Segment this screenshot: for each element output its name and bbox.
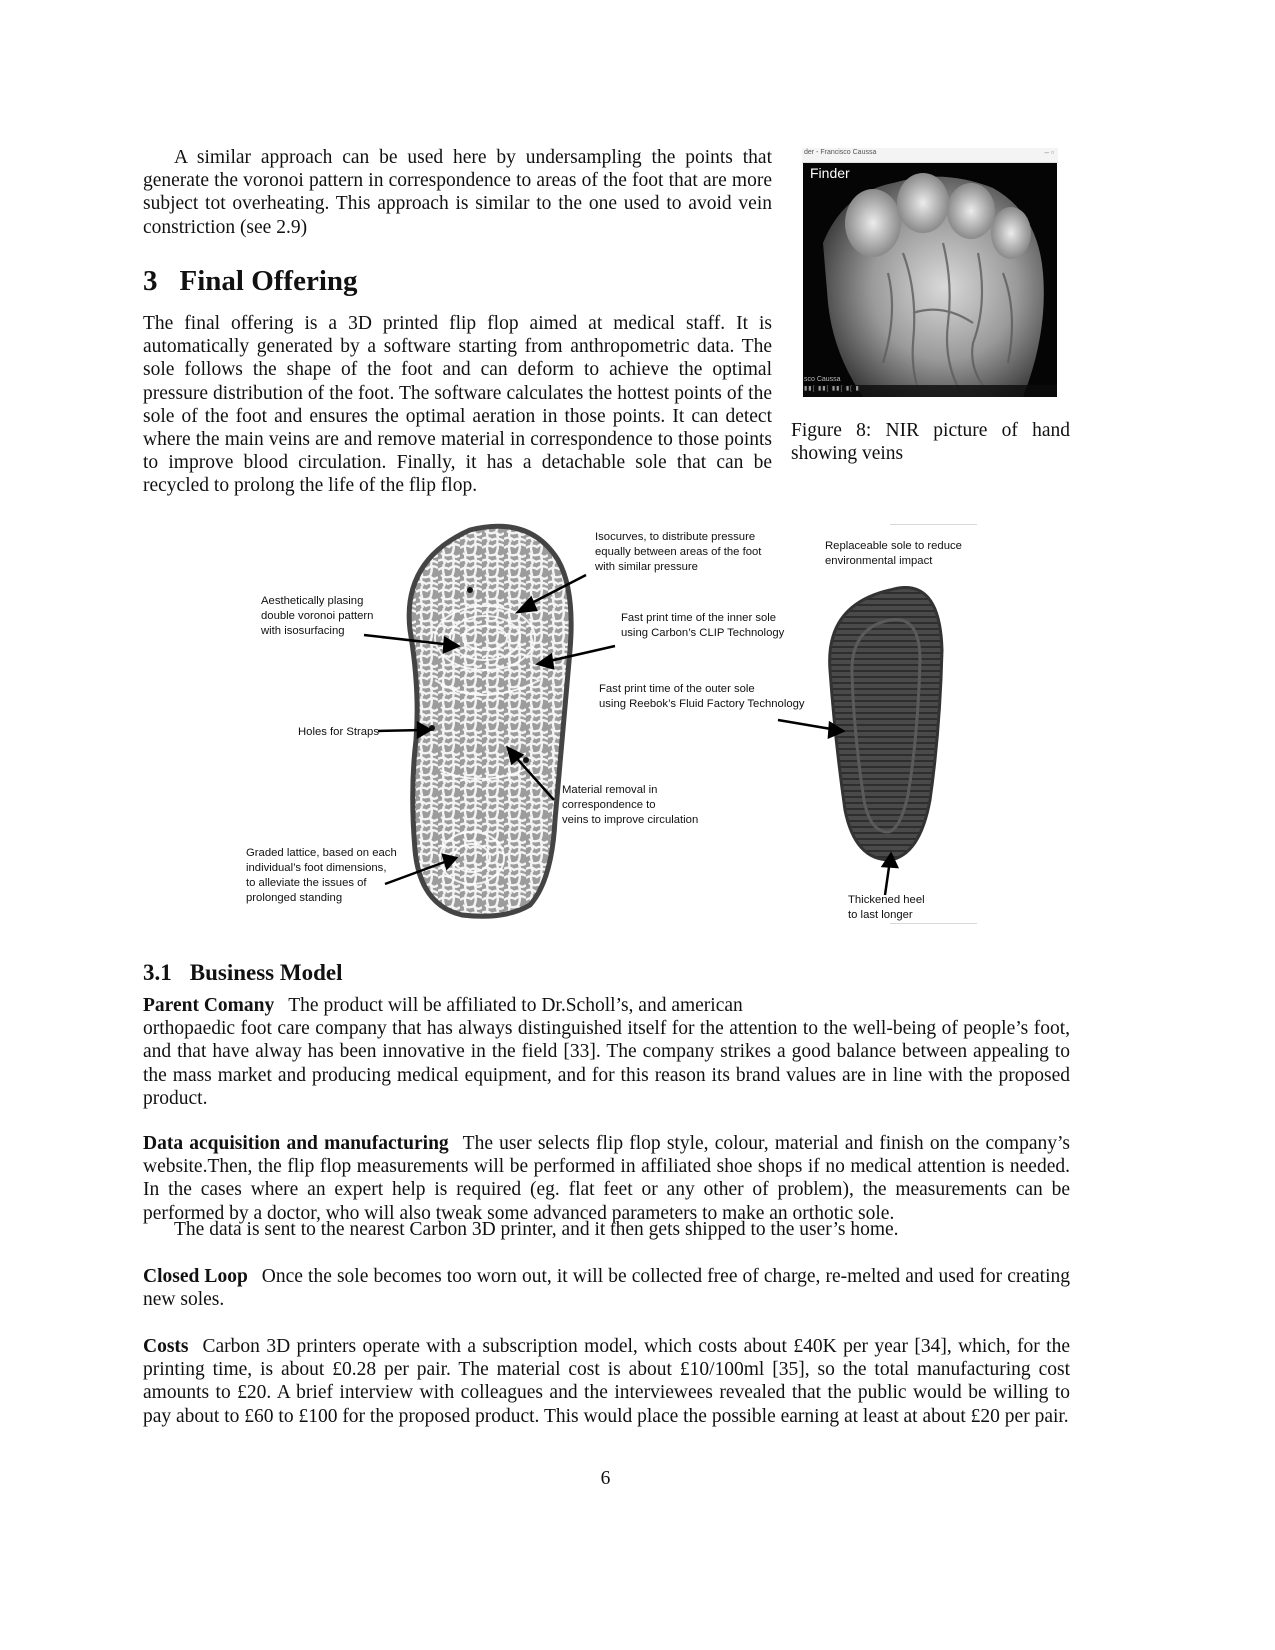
subsection-heading [143, 960, 342, 986]
data-acquisition-paragraph [143, 1132, 1070, 1225]
label-replaceable-sole: Replaceable sole to reduce environmental impact [825, 540, 962, 567]
section-title: Final Offering [179, 265, 358, 297]
nir-overlay-footer: sco Caussa [804, 376, 841, 383]
section-heading [143, 265, 358, 298]
label-isocurves: Isocurves, to distribute pressure equally between areas of the foot with similar pressure [595, 531, 762, 573]
parent-company-paragraph [143, 994, 1070, 1110]
nir-overlay-title: Finder [810, 165, 850, 181]
closed-loop-text: Once the sole becomes too worn out, it will be collected free of charge, re-melted and used for creating new soles. [143, 1266, 1070, 1311]
nir-window-title: der - Francisco Caussa [804, 149, 877, 156]
data-acquisition-heading: Data acquisition and manufacturing [143, 1133, 449, 1154]
flipflop-diagram [240, 520, 1000, 930]
label-thickened-heel: Thickened heel to last longer [848, 894, 925, 921]
label-holes-straps: Holes for Straps [298, 726, 379, 738]
label-material-removal: Material removal in correspondence to veins to improve circulation [562, 784, 699, 826]
costs-text: Carbon 3D printers operate with a subscription model, which costs about £40K per year [34], which, for the printing time, is about £0.28 per pair. The material cost is about £10/100ml [35], so the total manufacturing cost amounts to £20. A brief interview with colleagues and the interviewees revealed that the public would be willing to pay about to £60 to £100 for the proposed product. This would place the possible earning at least at about £20 per pair. [143, 1336, 1070, 1427]
label-aesthetic-pattern: Aesthetically plasing double voronoi pattern with isosurfacing [261, 595, 374, 637]
figure-8 [802, 148, 1058, 398]
label-graded-lattice: Graded lattice, based on each individual’s foot dimensions, to alleviate the issues of prolonged standing [246, 847, 397, 904]
subsection-number: 3.1 [143, 960, 172, 985]
nir-hand-image [803, 163, 1057, 397]
page-number: 6 [600, 1468, 611, 1489]
subsection-title: Business Model [189, 960, 343, 985]
data-acquisition-followup: The data is sent to the nearest Carbon 3D printer, and it then gets shipped to the user’s home. [174, 1219, 899, 1240]
closed-loop-paragraph [143, 1265, 1070, 1311]
intro-paragraph: A similar approach can be used here by undersampling the points that generate the voronoi pattern in correspondence to areas of the foot that are more subject tot overheating. This approach is similar to the one used to avoid vein constriction (see 2.9) [143, 147, 772, 238]
figure-8-caption: Figure 8: NIR picture of hand showing veins [791, 420, 1070, 465]
nir-toolbar-icon: ▮▮[ ▮▮[ ▮▮[ ▮[ ▮ [804, 386, 860, 392]
nir-window-titlebar [802, 148, 1058, 163]
window-controls-icon: – ▫ [1044, 148, 1054, 157]
label-outer-sole: Fast print time of the outer sole using Reebok’s Fluid Factory Technology [599, 683, 805, 710]
costs-heading: Costs [143, 1336, 189, 1357]
data-acquisition-text: The user selects flip flop style, colour, material and finish on the company’s website.Then, the flip flop measurements will be performed in affiliated shoe shops if no medical attention is needed. In the cases where an expert help is required (eg. flat feet or any other of problem), the measurements can be performed by a doctor, who will also tweak some advanced parameters to make an orthotic sole. [143, 1133, 1070, 1224]
parent-company-heading: Parent Comany [143, 995, 275, 1016]
parent-company-text: orthopaedic foot care company that has always distinguished itself for the attention to the well-being of people’s foot, and that have alway has been innovative in the field [33]. The company strikes a good balance between appealing to the mass market and producing medical equipment, and for this reason its brand values are in line with the proposed product. [143, 1018, 1070, 1109]
section-number: 3 [143, 265, 158, 297]
closed-loop-heading: Closed Loop [143, 1266, 248, 1287]
final-offering-paragraph: The final offering is a 3D printed flip flop aimed at medical staff. It is automatically generated by a software starting from anthropometric data. The sole follows the shape of the foot and can deform to achieve the optimal pressure distribution of the foot. The software calculates the hottest points of the sole of the foot and ensures the optimal aeration in those points. It can detect where the main veins are and remove material in correspondence to those points to improve blood circulation. Finally, it has a detachable sole that can be recycled to prolong the life of the flip flop. [143, 313, 772, 497]
costs-paragraph [143, 1335, 1070, 1428]
label-inner-sole: Fast print time of the inner sole using Carbon’s CLIP Technology [621, 612, 785, 639]
parent-company-text-line1: The product will be affiliated to Dr.Scholl’s, and american [288, 995, 743, 1016]
